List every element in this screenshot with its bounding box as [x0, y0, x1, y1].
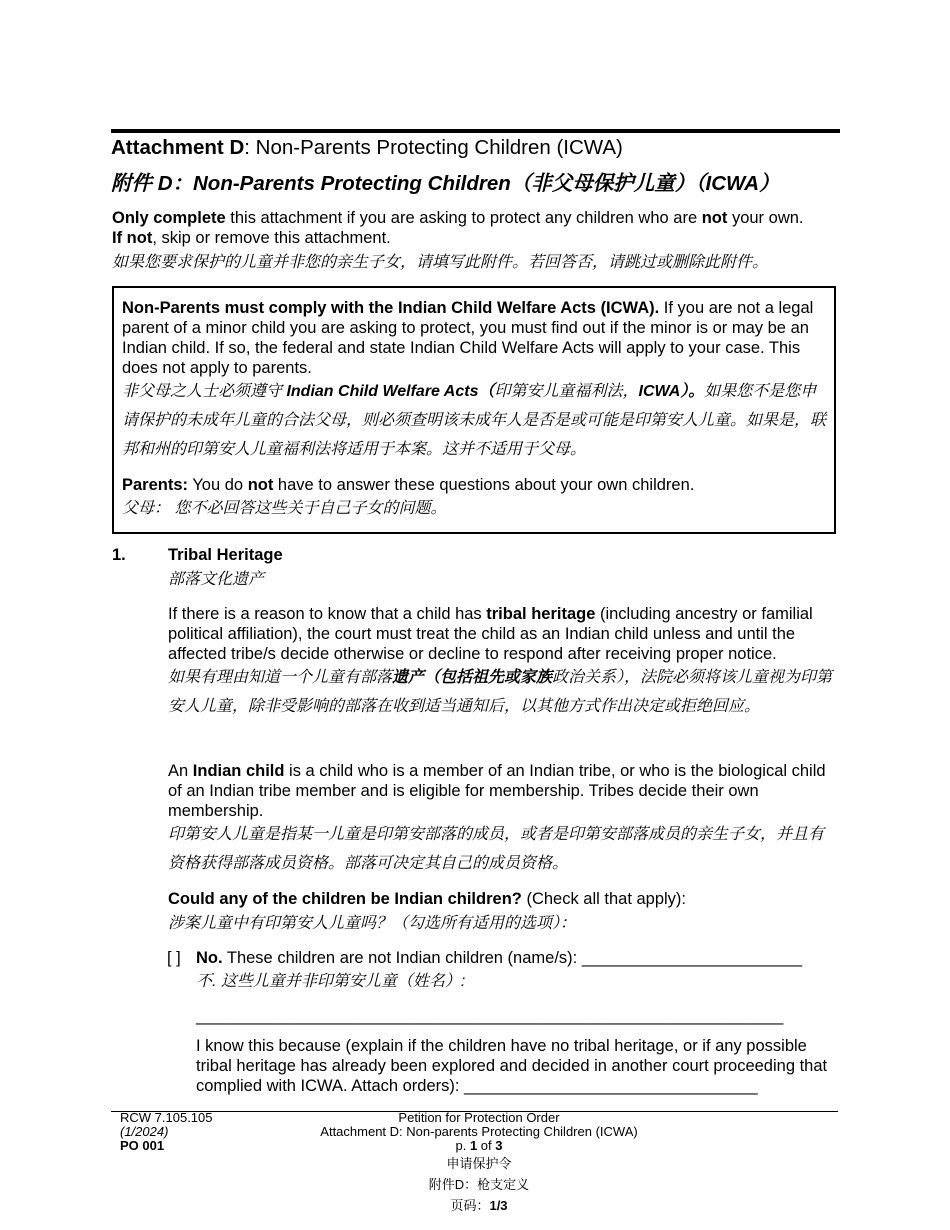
tribal-heritage-text: If there is a reason to know that a child has tribal heritage (including ancestry or familial political affiliation), the court must treat the child as an Indian child unless and until the affected tribe/s decide otherwise or decline to respond after receiving proper notice. — [168, 605, 813, 663]
section-number: 1. — [112, 546, 126, 564]
top-rule — [111, 129, 840, 133]
notice-text: Non-Parents must comply with the Indian Child Welfare Acts (ICWA). If you are not a legal parent of a minor child you are asking to protect, you must find out if the minor is or may be an Indian child. If so, the federal and state Indian Child Welfare Acts will apply to your case. This does not apply to parents. — [122, 299, 814, 377]
footer-page-number: p. 1 of 3 — [455, 1138, 503, 1153]
parents-note-zh: 父母： 您不必回答这些关于自己子女的问题。 — [122, 500, 447, 517]
indian-child-definition-zh: 印第安人儿童是指某一儿童是印第安部落的成员，或者是印第安部落成员的亲生子女，并且有资格获得部落成员资格。部落可决定其自己的成员资格。 — [168, 826, 825, 872]
intro-text-zh: 如果您要求保护的儿童并非您的亲生子女，请填写此附件。若回答否，请跳过或删除此附件。 — [112, 254, 769, 271]
notice-text-zh: 非父母之人士必须遵守 Indian Child Welfare Acts（印第安儿童福利法，ICWA）。如果您不是您申请保护的未成年儿童的合法父母，则必须查明该未成年人是否是或可能是印第安人儿童。如果是，联邦和州的印第安人儿童福利法将适用于本案。这并不适用于父母。 — [122, 383, 827, 458]
footer-page-number-zh: 页码：1/3 — [450, 1198, 508, 1213]
page-title: Attachment D: Non-Parents Protecting Children (ICWA) — [111, 136, 623, 159]
names-blank-line[interactable]: ________________________________________________________________ — [196, 1007, 784, 1025]
section-heading-zh: 部落文化遗产 — [168, 571, 265, 588]
no-checkbox[interactable]: [ ] — [167, 949, 181, 967]
section-heading: Tribal Heritage — [168, 546, 283, 564]
footer-form-title-zh: 申请保护令 — [446, 1156, 512, 1171]
indian-children-question: Could any of the children be Indian children? (Check all that apply): — [168, 890, 687, 908]
tribal-heritage-text-zh: 如果有理由知道一个儿童有部落遗产（包括祖先或家族政治关系），法院必须将该儿童视为印第安人儿童，除非受影响的部落在收到适当通知后，以其他方式作出决定或拒绝回应。 — [168, 669, 833, 715]
footer-attachment-title-zh: 附件D：枪支定义 — [428, 1177, 530, 1192]
indian-child-definition: An Indian child is a child who is a member of an Indian tribe, or who is the biological child of an Indian tribe member and is eligible for membership. Tribes decide their own membership. — [168, 762, 826, 820]
footer-rcw: RCW 7.105.105 — [120, 1110, 213, 1125]
no-option-text-zh: 不. 这些儿童并非印第安儿童（姓名）: — [196, 973, 466, 990]
know-explanation: I know this because (explain if the children have no tribal heritage, or if any possible tribal heritage has already been explored and decided in another court proceeding that complied with ICWA. Attach orders): ________________________________ — [196, 1037, 828, 1095]
page-title-zh: 附件 D：Non-Parents Protecting Children（非父母保护儿童）（ICWA） — [111, 172, 780, 195]
parents-note: Parents: You do not have to answer these questions about your own children. — [122, 476, 695, 494]
footer-date: (1/2024) — [120, 1124, 169, 1139]
footer-attachment-title: Attachment D: Non-parents Protecting Children (ICWA) — [320, 1124, 638, 1139]
no-option-text: No. These children are not Indian children (name/s): ________________________ — [196, 949, 803, 967]
footer-form-title: Petition for Protection Order — [398, 1110, 560, 1125]
intro-text: Only complete this attachment if you are asking to protect any children who are not your own. If not, skip or remove this attachment. — [112, 209, 804, 247]
footer-form-number: PO 001 — [120, 1138, 165, 1153]
indian-children-question-zh: 涉案儿童中有印第安人儿童吗？（勾选所有适用的选项）： — [168, 915, 577, 932]
